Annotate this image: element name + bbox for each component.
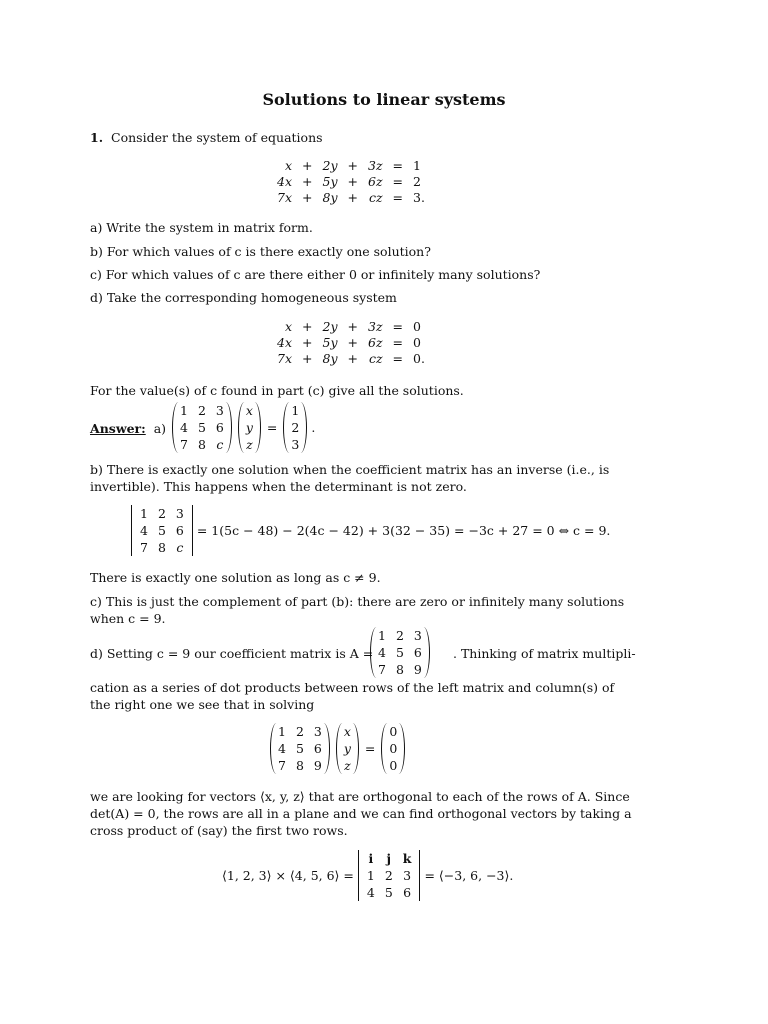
matrix-entry: 4: [366, 885, 375, 900]
part-c: c) For which values of c are there either 0 or infinitely many solutions?: [90, 267, 541, 282]
equation-term: 0.: [413, 350, 425, 366]
equation-term: 6z: [368, 173, 383, 189]
equation-row: [272, 334, 430, 350]
matrix-entry: z: [344, 758, 351, 773]
answer-a-label: a): [153, 421, 167, 436]
equation-term: 4x: [277, 334, 293, 350]
equation-term: 5y: [322, 173, 338, 189]
matrix-entry: y: [343, 741, 351, 756]
equation-term: +: [347, 157, 358, 173]
rhs-vector: [286, 402, 304, 453]
coefficient-matrix: [175, 402, 229, 453]
equation-term: +: [302, 157, 313, 173]
equation-term: +: [302, 334, 313, 350]
matrix-entry: 8: [295, 758, 304, 773]
equation-term: x: [284, 318, 293, 334]
matrix-entry: 0: [389, 741, 398, 756]
system-equations-1: [272, 157, 430, 205]
matrix-entry: 4: [180, 420, 188, 435]
matrix-entry: 2: [291, 420, 300, 435]
answer-c-text: c) This is just the complement of part (b): there are zero or infinitely many solutions when c = 9.: [90, 594, 625, 626]
matrix-entry: 5: [157, 523, 166, 538]
equation-row: [272, 173, 430, 189]
problem-number: 1: [90, 130, 99, 145]
matrix-entry: 2: [157, 506, 166, 521]
equation-term: +: [302, 350, 313, 366]
zero-vector: [384, 723, 402, 774]
matrix-entry: 6: [313, 741, 322, 756]
matrix-entry: 7: [378, 662, 386, 677]
equation-row: [272, 157, 430, 173]
matrix-entry: 2: [295, 724, 304, 739]
equation-term: 2y: [322, 157, 338, 173]
equation-term: cz: [368, 189, 383, 205]
matrix-entry: 3: [313, 724, 322, 739]
equation-term: =: [392, 189, 404, 205]
answer-d-text-3: we are looking for vectors ⟨x, y, z⟩ that are orthogonal to each of the rows of A. Since det(A) = 0, the rows are all in a plane and we can find orthogonal vectors by taking a cross product of (say) the first two rows.: [90, 789, 632, 838]
determinant-expansion: = 1(5c − 48) − 2(4c − 42) + 3(32 − 35) = −3c + 27 = 0 ⇔ c = 9.: [196, 523, 611, 538]
matrix-entry: 3: [291, 437, 300, 452]
matrix-entry: 4: [278, 741, 286, 756]
matrix-entry: 7: [278, 758, 286, 773]
equation-term: +: [347, 318, 358, 334]
part-d: d) Take the corresponding homogeneous system: [90, 290, 397, 305]
cross-rhs: = ⟨−3, 6, −3⟩.: [424, 868, 514, 883]
cross-product-matrix: [362, 850, 417, 901]
equation-term: =: [392, 173, 404, 189]
matrix-entry: 9: [313, 758, 322, 773]
matrix-entry: 1: [278, 724, 286, 739]
cross-product-equation: [222, 850, 513, 901]
equation-term: =: [392, 350, 404, 366]
matrix-entry: 1: [366, 868, 375, 883]
matrix-entry: 3: [403, 868, 412, 883]
matrix-entry: i: [368, 851, 374, 866]
answer-a-matrix-equation: 1 2 3 4 5 6 7 8 c x y z = 1 2 3 .: [172, 402, 315, 453]
equation-term: =: [392, 157, 404, 173]
matrix-entry: 0: [389, 724, 398, 739]
answer-d-text-2: cation as a series of dot products between rows of the left matrix and column(s) of the right one we see that in solving: [90, 680, 615, 712]
equation-row: [272, 350, 430, 366]
matrix-entry: 1: [180, 403, 188, 418]
equation-row: [272, 189, 430, 205]
matrix-entry: 5: [197, 420, 206, 435]
equation-term: =: [392, 318, 404, 334]
matrix-entry: 6: [175, 523, 184, 538]
matrix-entry: 5: [395, 645, 404, 660]
answer-label: Answer:: [90, 421, 146, 436]
cross-lhs: ⟨1, 2, 3⟩ × ⟨4, 5, 6⟩ =: [222, 868, 354, 883]
matrix-entry: 6: [403, 885, 412, 900]
problem-intro-text: Consider the system of equations: [111, 130, 323, 145]
system-equations-2: [272, 318, 430, 366]
matrix-entry: x: [245, 403, 253, 418]
equation-term: +: [302, 318, 313, 334]
equation-term: 7x: [277, 189, 293, 205]
equation-term: 3z: [368, 157, 383, 173]
matrix-a: [370, 627, 430, 678]
matrix-entry: 8: [157, 540, 166, 555]
homogeneous-matrix-equation: 1 2 3 4 5 6 7 8 9 x y z = 0 0 0: [270, 723, 405, 774]
matrix-entry: k: [402, 851, 412, 866]
matrix-entry: 8: [395, 662, 404, 677]
matrix-entry: c: [176, 540, 184, 555]
matrix-entry: 6: [413, 645, 422, 660]
matrix-entry: 0: [389, 758, 398, 773]
equation-term: cz: [368, 350, 383, 366]
equation-term: +: [347, 334, 358, 350]
equation-term: x: [284, 157, 293, 173]
answer-d-intro: d) Setting c = 9 our coefficient matrix is A =: [90, 646, 374, 661]
equation-term: 8y: [322, 350, 338, 366]
equation-term: +: [347, 173, 358, 189]
matrix-entry: 2: [384, 868, 393, 883]
equation-term: 5y: [322, 334, 338, 350]
equation-term: 8y: [322, 189, 338, 205]
matrix-entry: 2: [197, 403, 206, 418]
equation-term: 3.: [413, 189, 425, 205]
matrix-entry: 1: [291, 403, 300, 418]
matrix-entry: 2: [395, 628, 404, 643]
equation-term: +: [347, 350, 358, 366]
answer-b-conclusion: There is exactly one solution as long as c ≠ 9.: [90, 570, 381, 585]
matrix-entry: 7: [140, 540, 148, 555]
page-title: Solutions to linear systems: [262, 90, 506, 109]
matrix-entry: 9: [413, 662, 422, 677]
equation-term: 7x: [277, 350, 293, 366]
equation-term: 4x: [277, 173, 293, 189]
problem-intro: 1. Consider the system of equations: [90, 130, 323, 145]
matrix-entry: 1: [140, 506, 148, 521]
matrix-entry: z: [246, 437, 253, 452]
matrix-entry: y: [245, 420, 253, 435]
matrix-entry: x: [343, 724, 351, 739]
answer-a-line: [90, 421, 166, 436]
matrix-a-entries: [373, 627, 427, 678]
equation-term: +: [302, 173, 313, 189]
determinant-matrix: [135, 505, 189, 556]
matrix-a-repeat: [273, 723, 327, 774]
matrix-entry: 7: [180, 437, 188, 452]
problem-closing: For the value(s) of c found in part (c) give all the solutions.: [90, 383, 464, 398]
matrix-entry: c: [216, 437, 224, 452]
unknowns-vector: [241, 402, 258, 453]
matrix-entry: 3: [175, 506, 184, 521]
answer-b-text: b) There is exactly one solution when the coefficient matrix has an inverse (i.e., is invertible). This happens when the determinant is not zero.: [90, 462, 610, 494]
equation-term: =: [392, 334, 404, 350]
equation-term: +: [347, 189, 358, 205]
equation-term: 1: [413, 157, 421, 173]
matrix-entry: 1: [378, 628, 386, 643]
answer-d-continuation: . Thinking of matrix multipli-: [453, 646, 636, 661]
matrix-entry: 5: [384, 885, 393, 900]
equation-term: 2: [413, 173, 421, 189]
equation-term: 0: [413, 318, 421, 334]
part-b: b) For which values of c is there exactly one solution?: [90, 244, 431, 259]
matrix-entry: j: [386, 851, 392, 866]
part-a: a) Write the system in matrix form.: [90, 220, 313, 235]
equation-row: [272, 318, 430, 334]
equation-term: 0: [413, 334, 421, 350]
matrix-entry: 4: [140, 523, 148, 538]
matrix-entry: 4: [378, 645, 386, 660]
determinant-equation: [131, 505, 610, 556]
unknowns-vector-2: [339, 723, 356, 774]
matrix-entry: 5: [295, 741, 304, 756]
equation-term: 2y: [322, 318, 338, 334]
matrix-entry: 3: [413, 628, 422, 643]
equation-term: +: [302, 189, 313, 205]
matrix-entry: 6: [215, 420, 224, 435]
equation-term: 3z: [368, 318, 383, 334]
matrix-entry: 8: [197, 437, 206, 452]
equation-term: 6z: [368, 334, 383, 350]
matrix-entry: 3: [215, 403, 224, 418]
